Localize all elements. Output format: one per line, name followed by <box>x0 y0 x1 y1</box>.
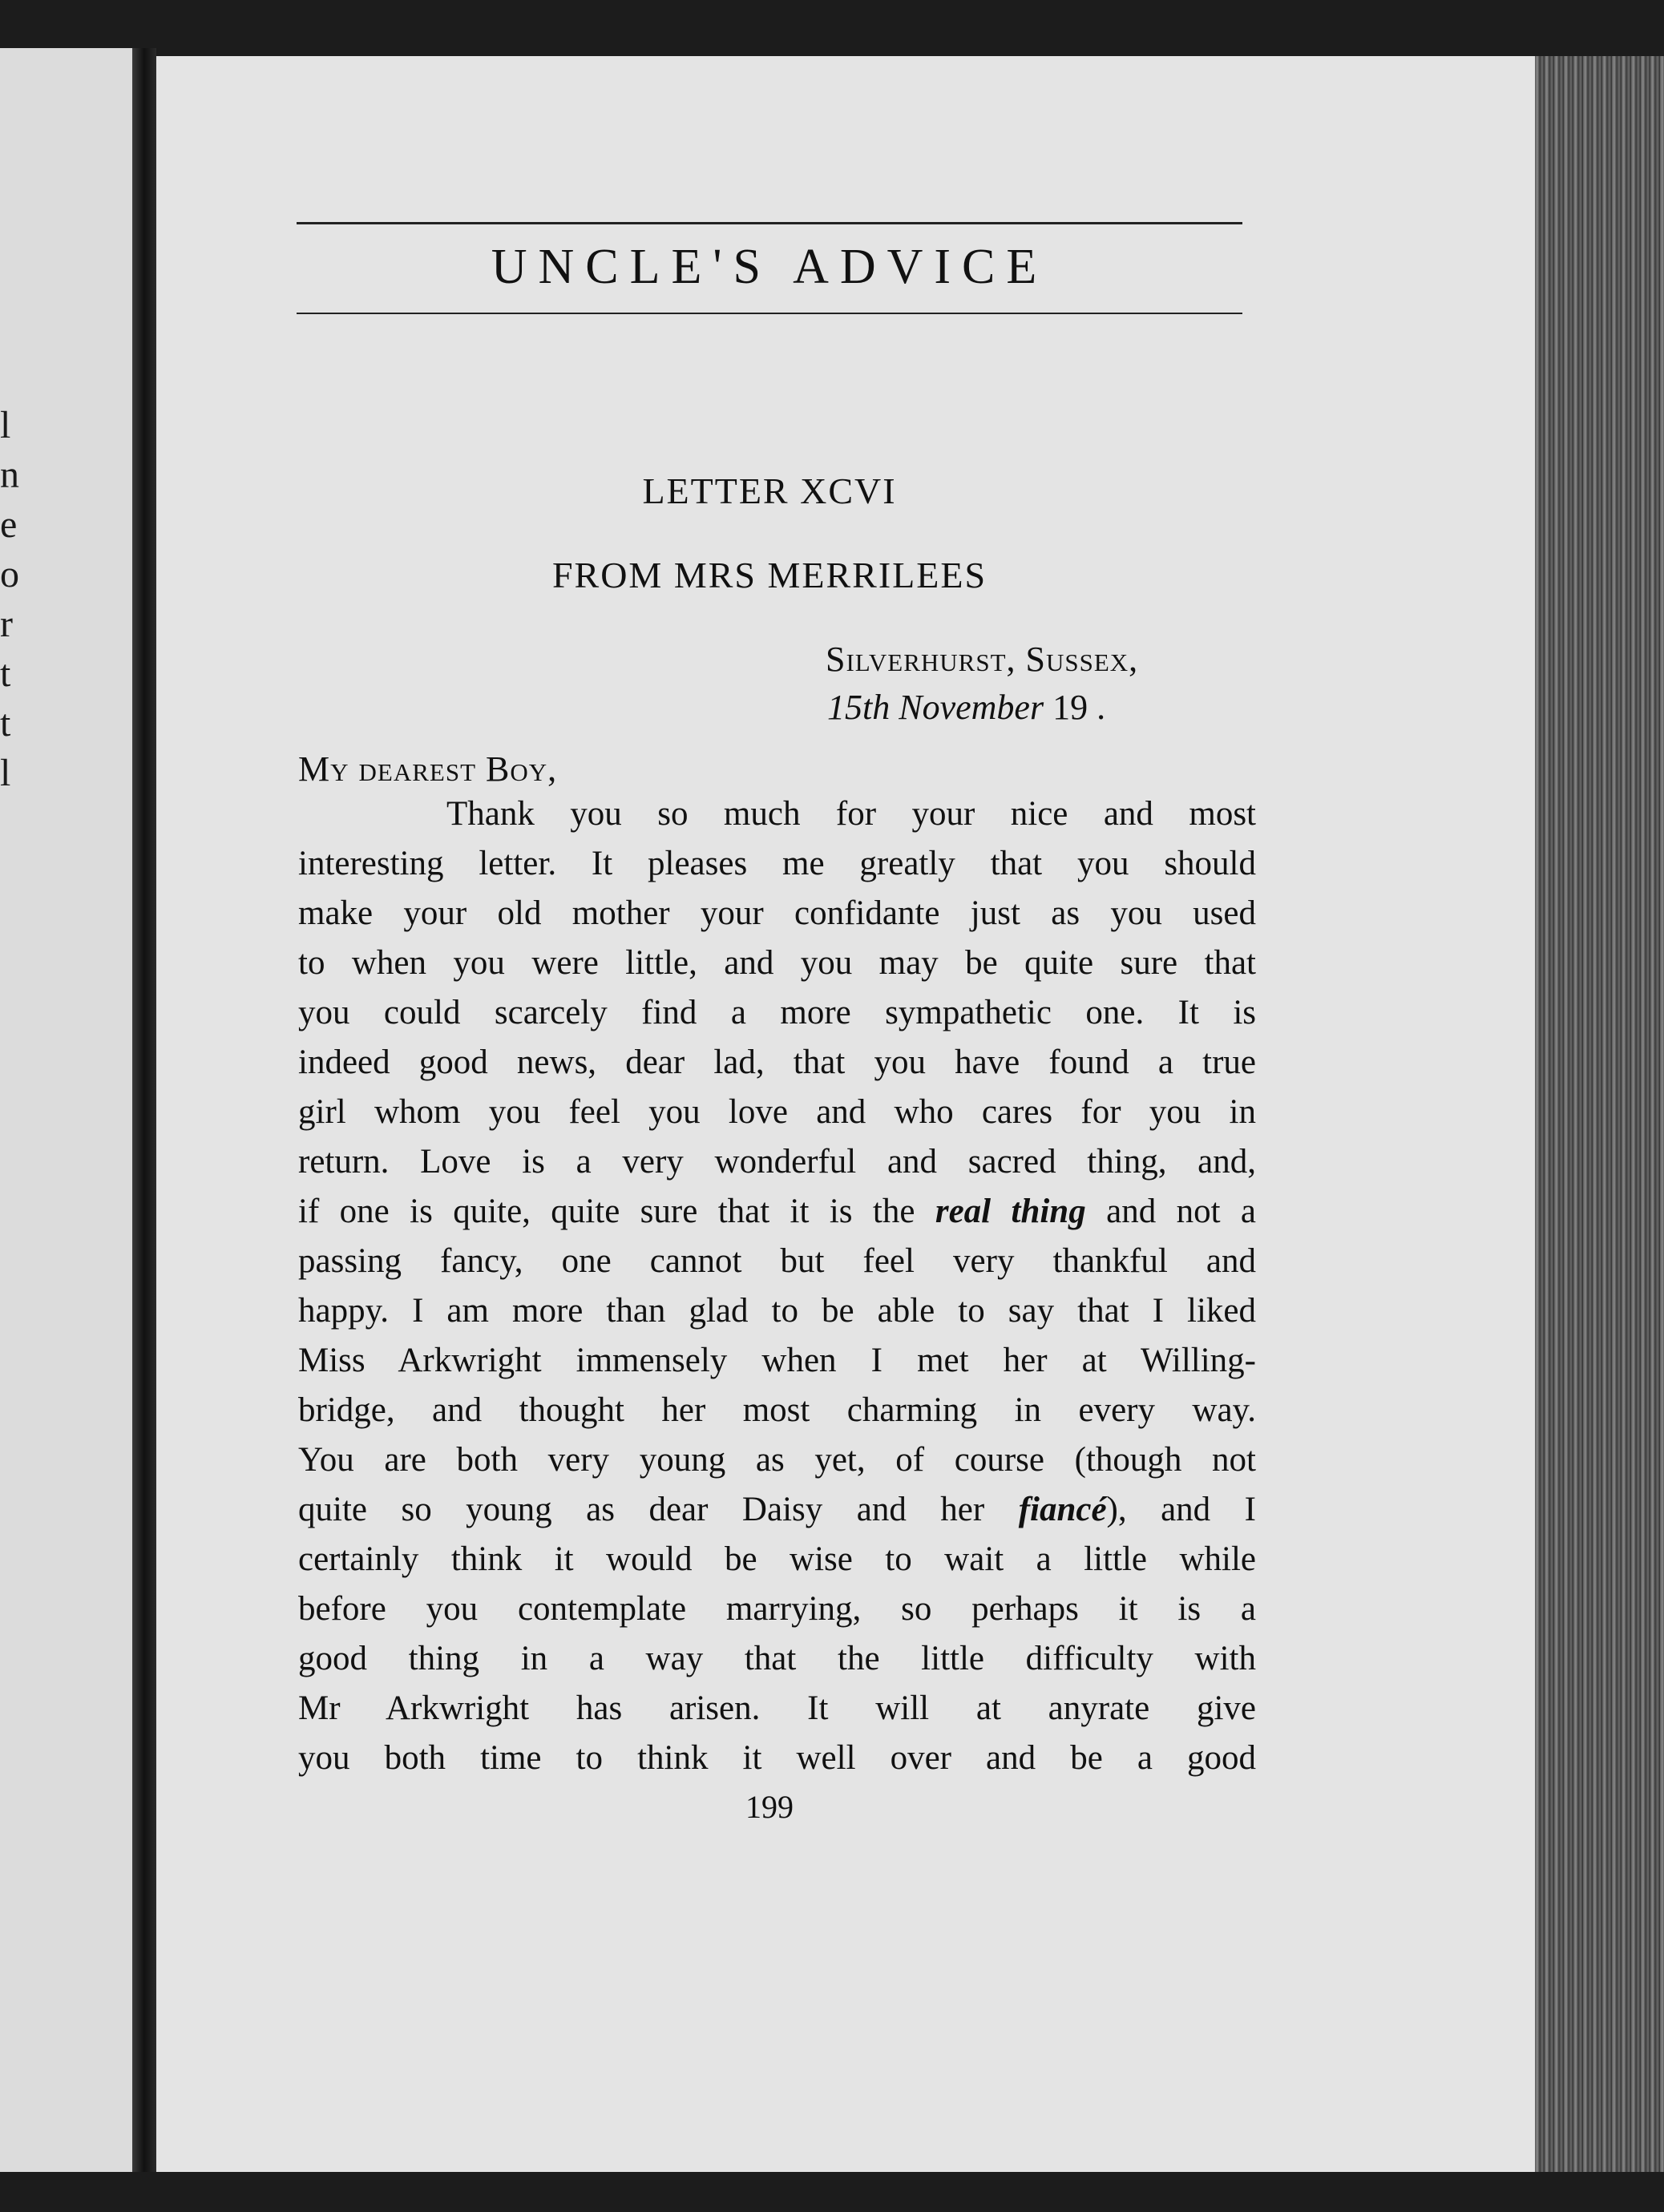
left-facing-page <box>0 48 132 2172</box>
date-day: 15th <box>827 688 891 727</box>
emphasis-fiance: fiancé <box>1018 1491 1107 1528</box>
left-fragment: l <box>0 752 11 794</box>
body-line-tail: ), and I <box>1106 1491 1256 1528</box>
letter-number: LETTER XCVI <box>642 470 897 511</box>
left-fragment: r <box>0 603 13 645</box>
header-rule-top <box>297 222 1242 224</box>
body-line: you both time to think it well over and be a good <box>298 1739 1256 1777</box>
date-year: 19 . <box>1052 688 1106 727</box>
left-fragment: t <box>0 702 11 745</box>
left-fragment: o <box>0 553 19 595</box>
body-line: passing fancy, one cannot but feel very thankful and <box>298 1242 1256 1280</box>
salutation: My dearest Boy, <box>298 749 558 789</box>
left-fragment: t <box>0 652 11 695</box>
bottom-shadow <box>156 2172 1664 2212</box>
body-line: Mr Arkwright has arisen. It will at anyrate give <box>298 1689 1256 1727</box>
body-line: to when you were little, and you may be quite sure that <box>298 944 1256 982</box>
letter-from: FROM MRS MERRILEES <box>551 555 987 595</box>
header-rule-bottom <box>297 313 1242 314</box>
running-head: UNCLE'S ADVICE <box>491 240 1048 294</box>
body-line: bridge, and thought her most charming in every way. <box>298 1391 1256 1429</box>
body-line: indeed good news, dear lad, that you have found a true <box>298 1043 1256 1081</box>
body-line: girl whom you feel you love and who cares for you in <box>298 1093 1256 1131</box>
letter-body <box>298 789 1256 1783</box>
emphasis-real-thing: real thing <box>935 1193 1086 1230</box>
body-line: make your old mother your confidante just as you used <box>298 894 1256 932</box>
body-line-text: quite so young as dear Daisy and her <box>298 1491 985 1528</box>
letter-date <box>826 684 1274 732</box>
body-line <box>298 1187 1256 1237</box>
address-line: Silverhurst, Sussex, <box>826 640 1139 679</box>
body-line-tail: and not a <box>1106 1193 1256 1230</box>
left-page-text-fragments <box>0 401 24 798</box>
body-line: Thank you so much for your nice and most <box>446 795 1256 833</box>
left-fragment: l <box>0 404 11 446</box>
book-gutter <box>132 48 156 2172</box>
body-line: before you contemplate marrying, so perhaps it is a <box>298 1590 1256 1628</box>
body-line: interesting letter. It pleases me greatly that you should <box>298 845 1256 882</box>
page-number: 199 <box>745 1789 794 1825</box>
left-fragment: e <box>0 503 18 546</box>
letter-address-block <box>826 636 1274 732</box>
body-line: You are both very young as yet, of course (though not <box>298 1441 1256 1479</box>
body-line: you could scarcely find a more sympathetic one. It is <box>298 994 1256 1031</box>
body-line: happy. I am more than glad to be able to say that I liked <box>298 1292 1256 1330</box>
body-line-text: if one is quite, quite sure that it is the <box>298 1193 915 1230</box>
body-line: return. Love is a very wonderful and sacred thing, and, <box>298 1143 1256 1181</box>
body-line: certainly think it would be wise to wait a little while <box>298 1540 1256 1578</box>
date-month: November <box>899 688 1044 727</box>
page-edge-stack <box>1535 56 1664 2172</box>
body-line: Miss Arkwright immensely when I met her at Willing- <box>298 1342 1256 1379</box>
left-fragment: n <box>0 454 19 496</box>
body-line: good thing in a way that the little difficulty with <box>298 1640 1256 1677</box>
body-line <box>298 1485 1256 1535</box>
